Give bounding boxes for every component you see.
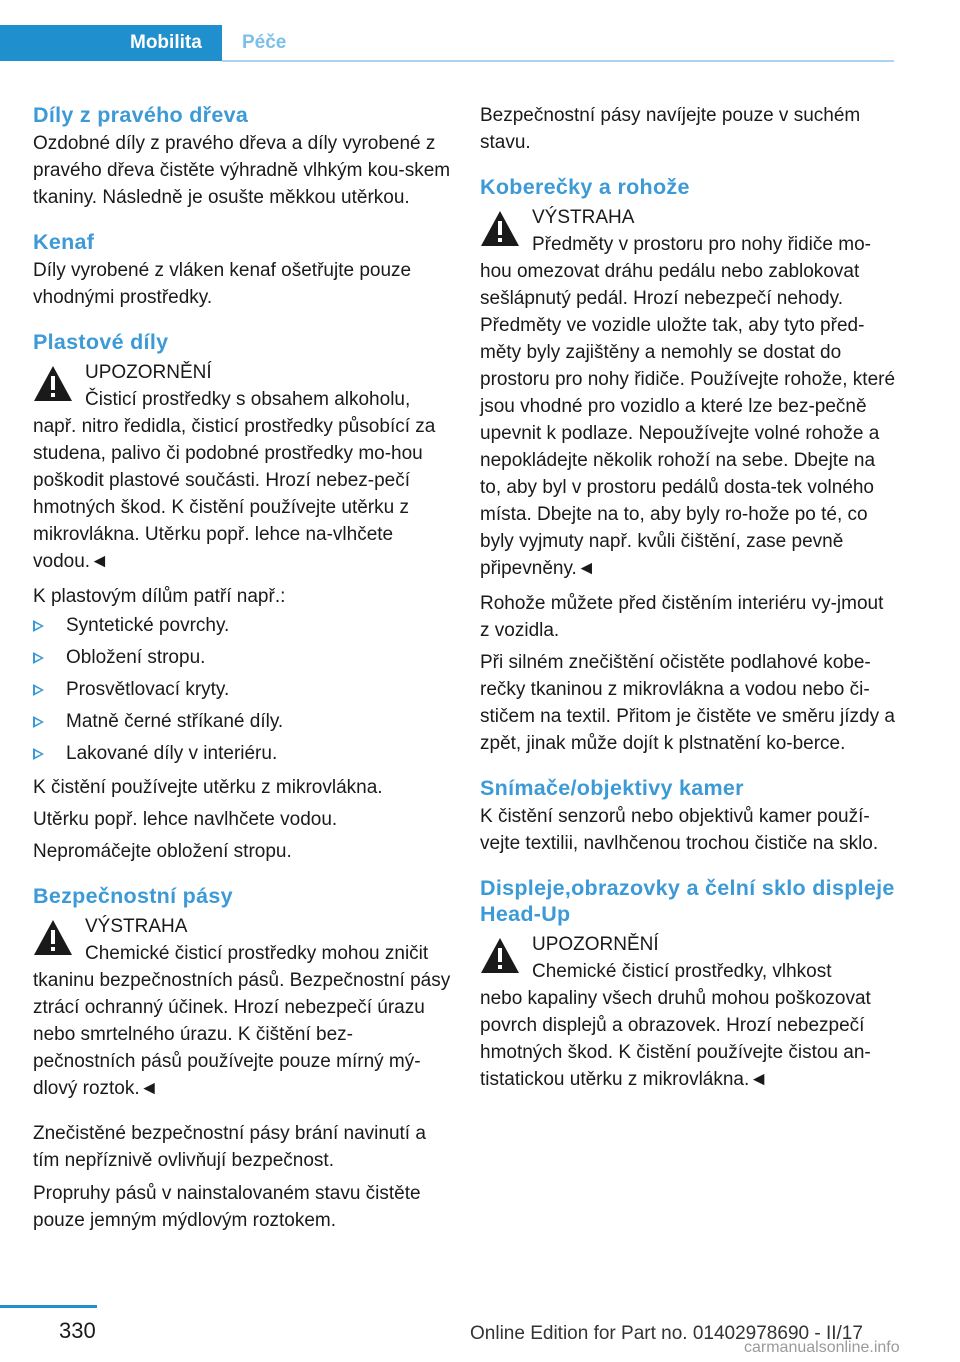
warning-triangle-icon bbox=[33, 919, 73, 956]
warning-text-first-line: Chemické čisticí prostředky, vlhkost bbox=[532, 961, 832, 982]
footer-edition: Online Edition for Part no. 01402978690 - II/17 bbox=[470, 1323, 863, 1344]
paragraph-moisten: Utěrku popř. lehce navlhčete vodou. bbox=[33, 809, 338, 830]
paragraph-microfiber: K čistění používejte utěrku z mikrovlákna. bbox=[33, 777, 383, 798]
warning-label: VÝSTRAHA bbox=[532, 207, 635, 228]
paragraph-real-wood: Ozdobné díly z pravého dřeva a díly vyrobené z pravého dřeva čistěte výhradně vlhkým kou‐skem tkaniny. Následně je osušte měkkou utěrkou. bbox=[33, 133, 451, 208]
paragraph-dirty-belts: Znečistěné bezpečnostní pásy brání navinutí a tím nepříznivě ovlivňují bezpečnost. bbox=[33, 1123, 426, 1171]
warning-text: hou omezovat dráhu pedálu nebo zablokovat sešlápnutý pedál. Hrozí nebezpečí nehody. Předměty ve vozidle uložte tak, aby tyto před‐měty byly zajištěny a nemohly se dostat do prostoru pro nohy řidiče. Používejte rohože, které jsou vhodné pro vozidlo a které lze bez‐pečně upevnit k podlaze. Nepoužívejte volné rohože a nepokládejte několik rohoží na sebe. Dbejte na to, aby byl v prostoru pedálů dosta‐tek volného místa. Dbejte na to, aby byly ro‐hože po té, co byly vyjmuty např. kvůli čištění, zase pevně připevněny.◄ bbox=[480, 261, 896, 579]
warning-text-first-line: Chemické čisticí prostředky mohou zničit bbox=[85, 943, 429, 964]
plastic-parts-list bbox=[33, 610, 451, 770]
paragraph-belt-dry: Bezpečnostní pásy navíjejte pouze v suchém stavu. bbox=[480, 105, 861, 153]
paragraph-headliner: Nepromáčejte obložení stropu. bbox=[33, 841, 292, 862]
paragraph-remove-mats: Rohože můžete před čistěním interiéru vy‐jmout z vozidla. bbox=[480, 593, 884, 641]
heading-camera-sensors: Snímače/objektivy kamer bbox=[480, 776, 744, 800]
page-number: 330 bbox=[59, 1318, 96, 1343]
list-item: Obložení stropu. bbox=[33, 642, 451, 674]
watermark: carmanualsonline.info bbox=[744, 1339, 900, 1356]
paragraph-kenaf: Díly vyrobené z vláken kenaf ošetřujte pouze vhodnými prostředky. bbox=[33, 260, 412, 308]
right-column bbox=[480, 102, 898, 1093]
triangle-bullet-icon bbox=[33, 684, 44, 696]
warning-box-displays bbox=[480, 929, 898, 1093]
triangle-bullet-icon bbox=[33, 748, 44, 760]
list-item: Matně černé stříkané díly. bbox=[33, 706, 451, 738]
footer-rule bbox=[0, 1305, 97, 1308]
heading-seat-belts: Bezpečnostní pásy bbox=[33, 884, 233, 908]
warning-text-first-line: Předměty v prostoru pro nohy řidiče mo‐ bbox=[532, 234, 871, 255]
warning-box-plastic bbox=[33, 357, 451, 575]
heading-kenaf: Kenaf bbox=[33, 230, 95, 254]
warning-box-seat-belts bbox=[33, 911, 451, 1102]
warning-label: UPOZORNĚNÍ bbox=[85, 362, 212, 383]
triangle-bullet-icon bbox=[33, 652, 44, 664]
warning-label: VÝSTRAHA bbox=[85, 916, 188, 937]
list-intro: K plastovým dílům patří např.: bbox=[33, 586, 286, 607]
tab-bar bbox=[0, 25, 960, 61]
left-column bbox=[33, 102, 451, 1234]
warning-triangle-icon bbox=[480, 210, 520, 247]
tab-mobilita[interactable]: Mobilita bbox=[0, 25, 222, 61]
paragraph-heavy-soiling: Při silném znečištění očistěte podlahové kobe‐rečky tkaninou z mikrovlákna a vodou nebo či‐stičem na textil. Přitom je čistěte ve směru jízdy a zpět, jinak může dojít k plstnatění ko‐berce. bbox=[480, 652, 895, 754]
heading-plastic-parts: Plastové díly bbox=[33, 330, 169, 354]
heading-displays: Displeje,obrazovky a čelní sklo displeje Head-Up bbox=[480, 876, 895, 926]
heading-real-wood: Díly z pravého dřeva bbox=[33, 103, 249, 127]
paragraph-belt-webbing: Propruhy pásů v nainstalovaném stavu čistěte pouze jemným mýdlovým roztokem. bbox=[33, 1183, 421, 1231]
warning-box-floor-mats bbox=[480, 202, 898, 582]
warning-triangle-icon bbox=[480, 937, 520, 974]
tab-pece[interactable]: Péče bbox=[242, 32, 287, 53]
warning-text: např. nitro ředidla, čisticí prostředky působící za studena, palivo či podobné prostředky mo‐hou poškodit plastové součásti. Hrozí nebez‐pečí hmotných škod. K čistění používejte utěrku z mikrovlákna. Utěrku popř. lehce na‐vlhčete vodou.◄ bbox=[33, 416, 436, 572]
paragraph-camera-sensors: K čistění senzorů nebo objektivů kamer použí‐vejte textilii, navlhčenou trochou čističe na sklo. bbox=[480, 806, 879, 854]
heading-floor-mats: Koberečky a rohože bbox=[480, 175, 690, 199]
list-item: Lakované díly v interiéru. bbox=[33, 738, 451, 770]
warning-text-first-line: Čisticí prostředky s obsahem alkoholu, bbox=[85, 389, 411, 410]
list-item: Prosvětlovací kryty. bbox=[33, 674, 451, 706]
warning-text: tkaninu bezpečnostních pásů. Bezpečnostní pásy ztrácí ochranný účinek. Hrozí nebezpečí úrazu nebo smrtelného úrazu. K čištění bez‐pečnostních pásů používejte pouze mírný mý‐dlový roztok.◄ bbox=[33, 970, 451, 1099]
warning-label: UPOZORNĚNÍ bbox=[532, 934, 659, 955]
warning-text: nebo kapaliny všech druhů mohou poškozovat povrch displejů a obrazovek. Hrozí nebezpečí hmotných škod. K čistění používejte čistou an‐tistatickou utěrku z mikrovlákna.◄ bbox=[480, 988, 871, 1090]
warning-triangle-icon bbox=[33, 365, 73, 402]
triangle-bullet-icon bbox=[33, 716, 44, 728]
list-item: Syntetické povrchy. bbox=[33, 610, 451, 642]
tab-divider bbox=[222, 60, 894, 62]
triangle-bullet-icon bbox=[33, 620, 44, 632]
